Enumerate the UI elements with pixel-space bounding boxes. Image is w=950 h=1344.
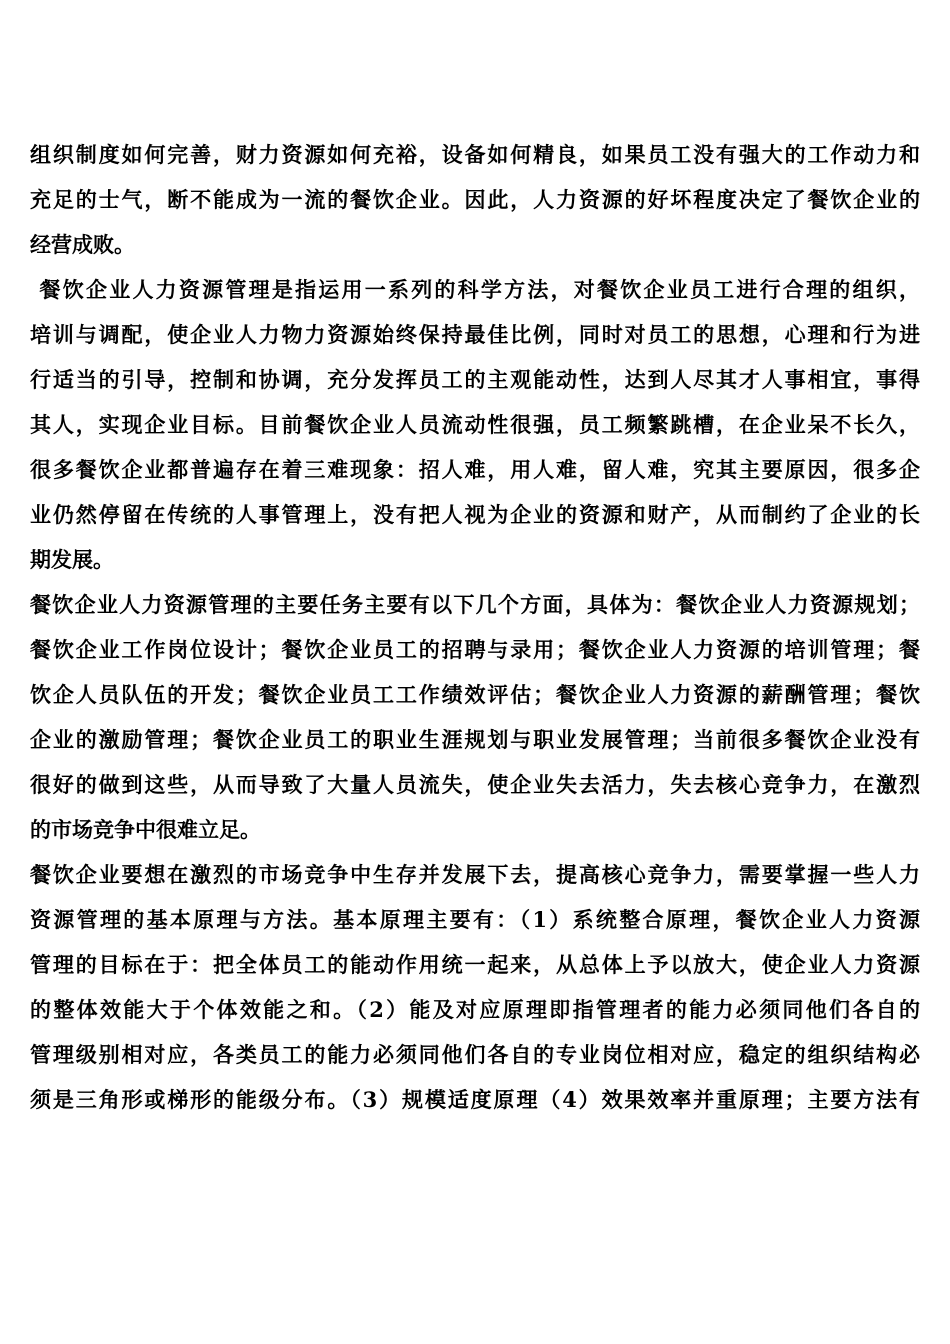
paragraph-2 xyxy=(30,267,920,582)
paragraph-3 xyxy=(30,582,920,852)
text-line: 组织制度如何完善，财力资源如何充裕，设备如何精良，如果员工没有强大的工作动力和 xyxy=(30,142,920,167)
text-line: 企业的激励管理；餐饮企业员工的职业生涯规划与职业发展管理；当前很多餐饮企业没有 xyxy=(30,727,920,752)
body-text xyxy=(30,132,920,1122)
text-line: 培训与调配，使企业人力物力资源始终保持最佳比例，同时对员工的思想，心理和行为进 xyxy=(30,322,920,347)
paragraph-1 xyxy=(30,132,920,267)
text-line: 其人，实现企业目标。目前餐饮企业人员流动性很强，员工频繁跳槽，在企业呆不长久， xyxy=(30,412,920,437)
text-line: 餐饮企业要想在激烈的市场竞争中生存并发展下去，提高核心竞争力，需要掌握一些人力 xyxy=(30,862,920,887)
text-line: 充足的士气，断不能成为一流的餐饮企业。因此，人力资源的好坏程度决定了餐饮企业的 xyxy=(30,187,920,212)
text-line: 的市场竞争中很难立足。 xyxy=(30,817,261,842)
text-line: 期发展。 xyxy=(30,547,114,572)
text-line: 餐饮企业人力资源管理是指运用一系列的科学方法，对餐饮企业员工进行合理的组织， xyxy=(30,277,920,302)
text-line: 须是三角形或梯形的能级分布。（3）规模适度原理（4）效果效率并重原理；主要方法有 xyxy=(30,1087,920,1112)
text-line: 饮企人员队伍的开发；餐饮企业员工工作绩效评估；餐饮企业人力资源的薪酬管理；餐饮 xyxy=(30,682,920,707)
text-line: 餐饮企业人力资源管理的主要任务主要有以下几个方面，具体为：餐饮企业人力资源规划； xyxy=(30,592,920,617)
text-line: 很多餐饮企业都普遍存在着三难现象：招人难，用人难，留人难，究其主要原因，很多企 xyxy=(30,457,920,482)
text-line: 管理的目标在于：把全体员工的能动作用统一起来，从总体上予以放大，使企业人力资源 xyxy=(30,952,920,977)
paragraph-4 xyxy=(30,852,920,1122)
text-line: 经营成败。 xyxy=(30,232,135,257)
text-line: 管理级别相对应，各类员工的能力必须同他们各自的专业岗位相对应，稳定的组织结构必 xyxy=(30,1042,920,1067)
text-line: 餐饮企业工作岗位设计；餐饮企业员工的招聘与录用；餐饮企业人力资源的培训管理；餐 xyxy=(30,637,920,662)
text-line: 业仍然停留在传统的人事管理上，没有把人视为企业的资源和财产，从而制约了企业的长 xyxy=(30,502,920,527)
text-line: 的整体效能大于个体效能之和。（2）能及对应原理即指管理者的能力必须同他们各自的 xyxy=(30,997,920,1022)
text-line: 行适当的引导，控制和协调，充分发挥员工的主观能动性，达到人尽其才人事相宜，事得 xyxy=(30,367,920,392)
text-line: 很好的做到这些，从而导致了大量人员流失，使企业失去活力，失去核心竞争力，在激烈 xyxy=(30,772,920,797)
text-line: 资源管理的基本原理与方法。基本原理主要有：（1）系统整合原理，餐饮企业人力资源 xyxy=(30,907,920,932)
